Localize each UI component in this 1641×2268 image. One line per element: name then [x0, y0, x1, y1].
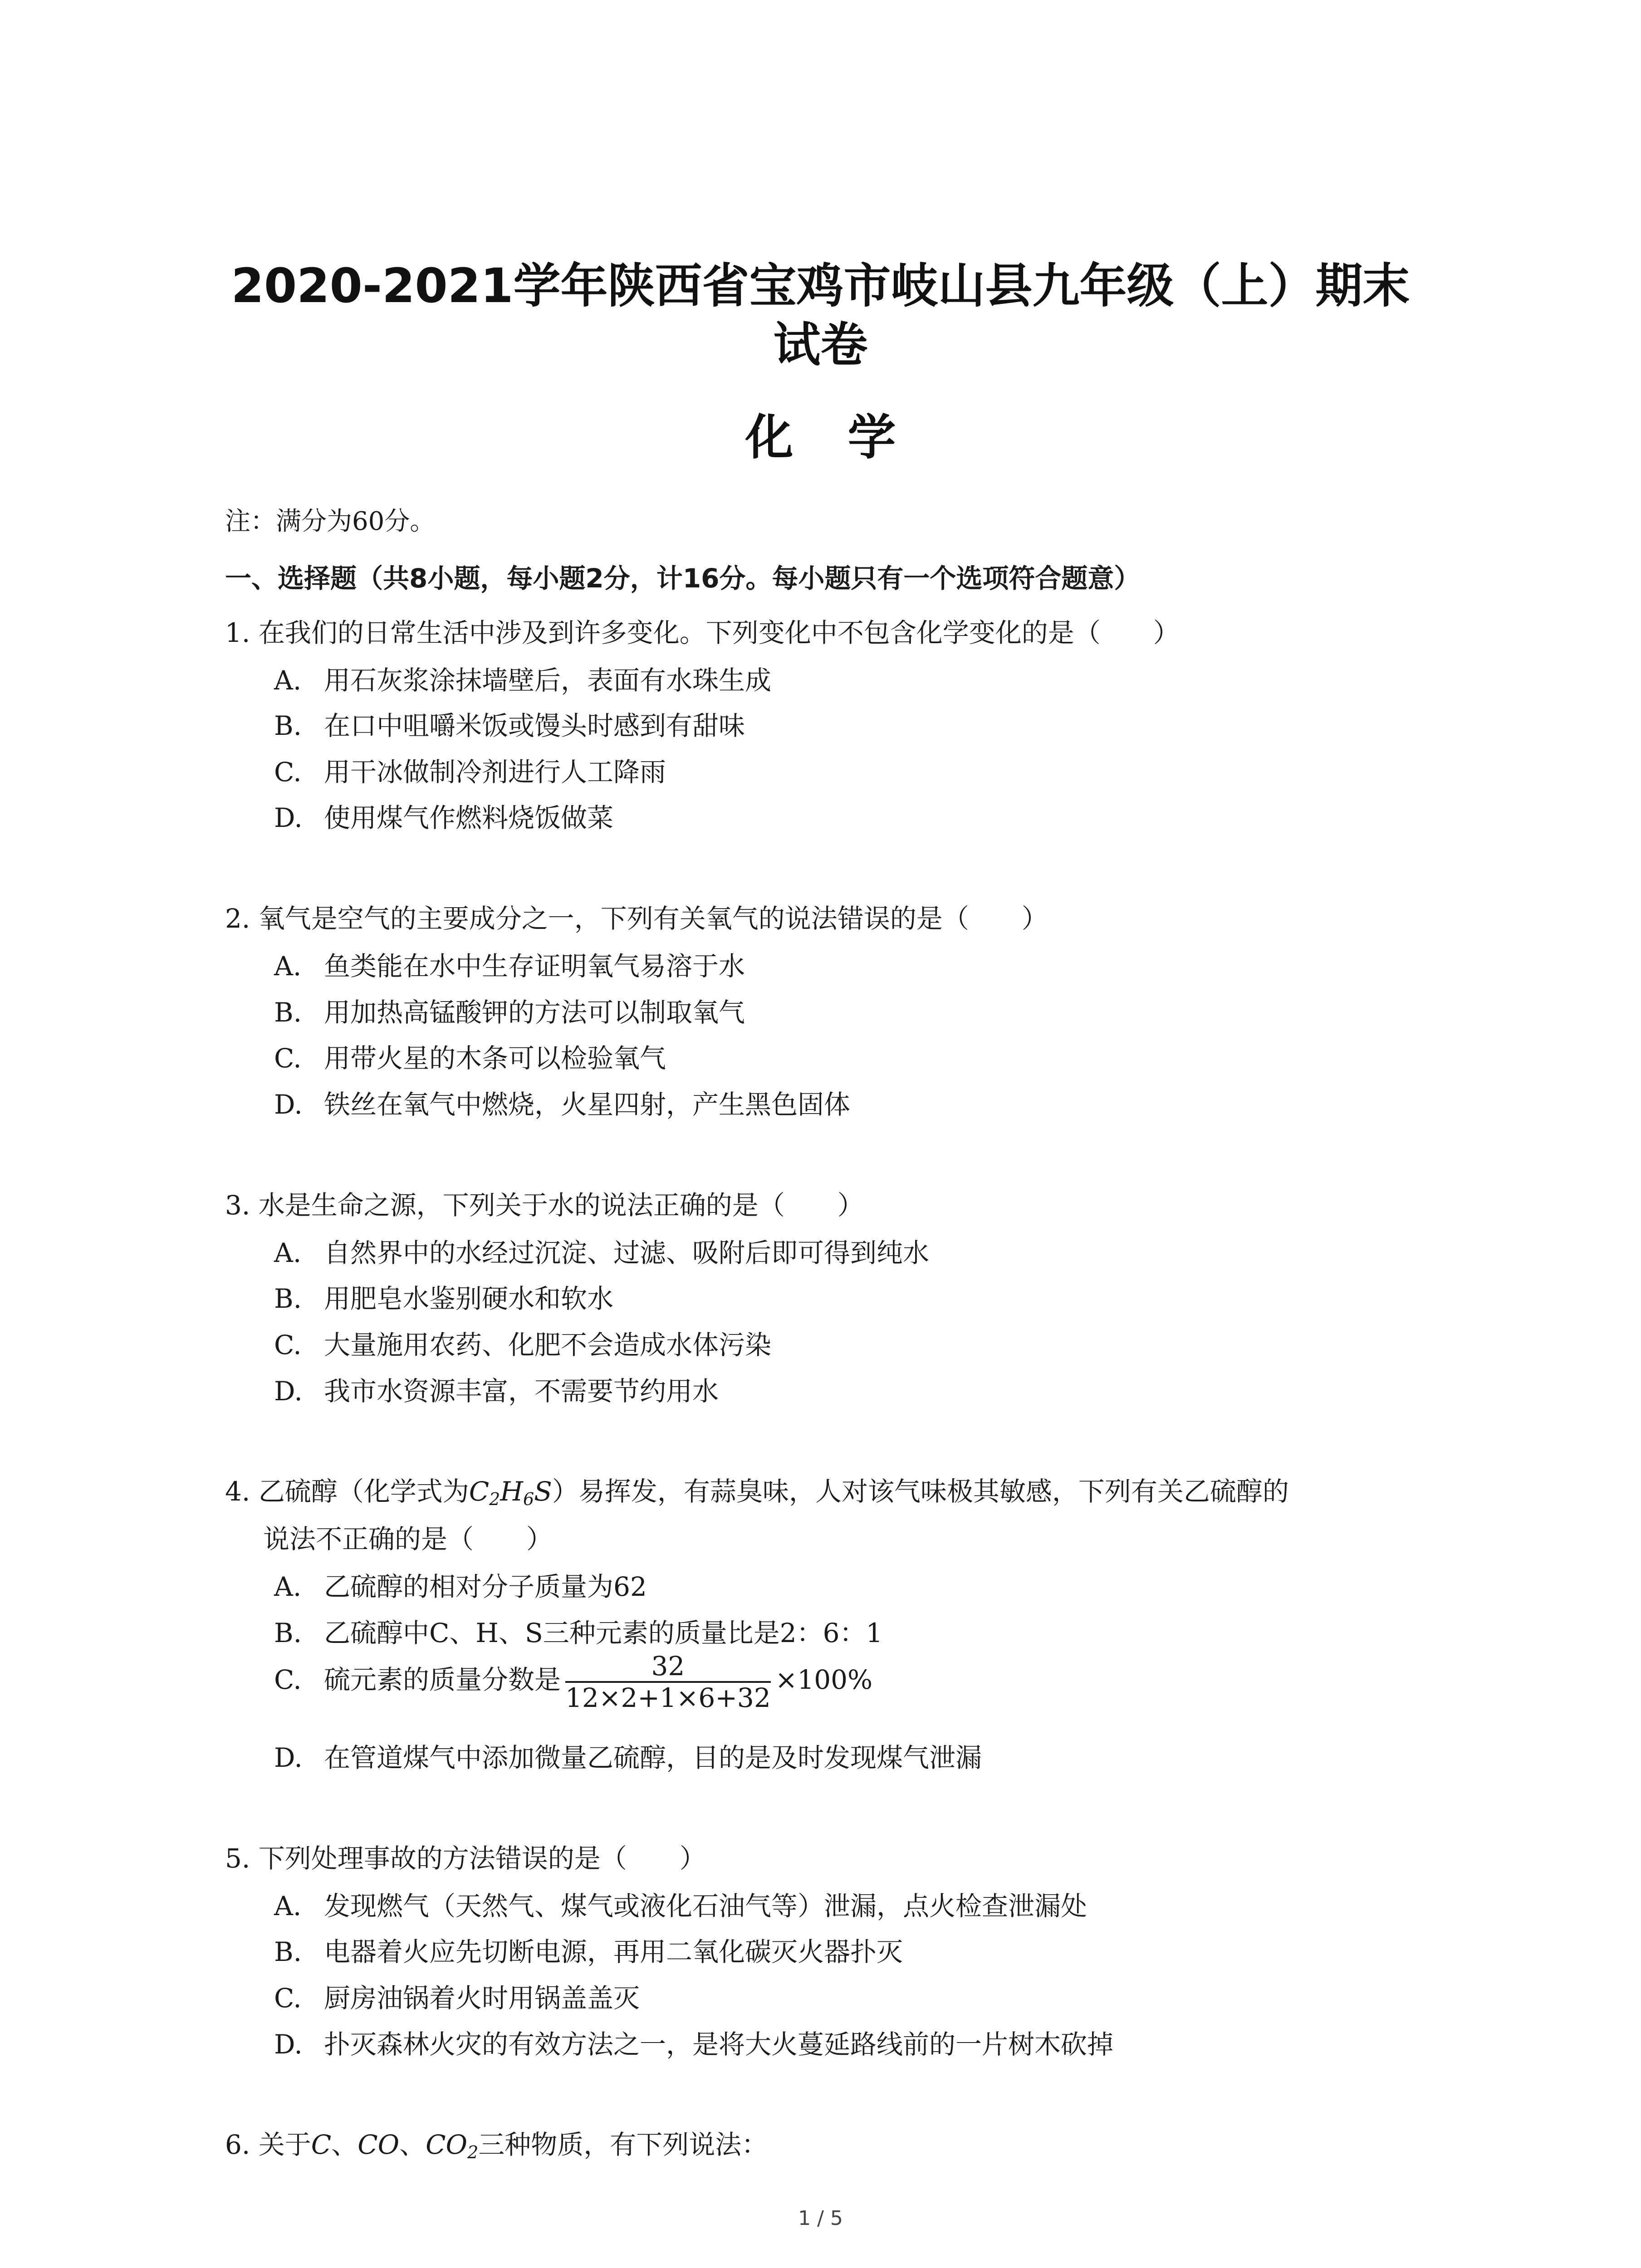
- exam-title-line2: 试卷: [773, 317, 868, 372]
- option-text: 在口中咀嚼米饭或馒头时感到有甜味: [324, 710, 745, 741]
- option-text: 用干冰做制冷剂进行人工降雨: [324, 757, 666, 787]
- subscript: 2: [467, 2142, 479, 2162]
- option-label: D.: [274, 1376, 303, 1407]
- question-5-stem: 5. 下列处理事故的方法错误的是（ ）: [225, 1843, 706, 1874]
- option-text: 扑灭森林火灾的有效方法之一，是将大火蔓延路线前的一片树木砍掉: [324, 2029, 1114, 2060]
- stem-text: ）易挥发，有蒜臭味，人对该气味极其敏感，下列有关乙硫醇的: [552, 1476, 1289, 1507]
- option-label: C.: [274, 1330, 302, 1360]
- subject-title: 化学: [745, 410, 950, 465]
- question-3-stem: 3. 水是生命之源，下列关于水的说法正确的是（ ）: [225, 1190, 864, 1221]
- option-text: 在管道煤气中添加微量乙硫醇，目的是及时发现煤气泄漏: [324, 1742, 982, 1773]
- question-4-option-b: [274, 1615, 882, 1651]
- question-3-option-b: [274, 1281, 613, 1317]
- option-text-suffix: ×100%: [775, 1664, 873, 1696]
- fraction-numerator: 32: [565, 1651, 771, 1683]
- formula-co: CO: [358, 2129, 400, 2160]
- question-1-option-a: [274, 662, 771, 699]
- option-text: 我市水资源丰富，不需要节约用水: [324, 1376, 719, 1407]
- question-6-stem: [225, 2126, 768, 2170]
- formula-c: C: [311, 2129, 332, 2160]
- question-3-option-c: [274, 1327, 771, 1363]
- formula-co2: [426, 2129, 478, 2160]
- question-2-option-b: [274, 994, 745, 1031]
- option-text: 厨房油锅着火时用锅盖盖灭: [324, 1983, 640, 2014]
- stem-text: 4. 乙硫醇（化学式为: [225, 1476, 469, 1507]
- question-4-stem: [225, 1473, 1289, 1517]
- fraction-denominator: 12×2+1×6+32: [565, 1682, 771, 1713]
- question-4-option-a: [274, 1569, 647, 1605]
- element-s: S: [534, 1476, 552, 1507]
- question-3-option-a: [274, 1235, 929, 1271]
- option-text: 大量施用农药、化肥不会造成水体污染: [324, 1330, 772, 1360]
- question-4-stem-line2: 说法不正确的是（ ）: [263, 1524, 553, 1554]
- option-text: 用肥皂水鉴别硬水和软水: [324, 1283, 614, 1314]
- option-label: A.: [274, 1891, 302, 1921]
- option-text: 硫元素的质量分数是: [324, 1664, 561, 1696]
- separator: 、: [331, 2129, 358, 2160]
- stem-text: 三种物质，有下列说法：: [478, 2129, 768, 2160]
- question-1-option-c: [274, 754, 666, 790]
- option-label: A.: [274, 951, 302, 982]
- question-5-option-b: [274, 1934, 903, 1970]
- option-label: B.: [274, 997, 302, 1028]
- option-text: 乙硫醇中C、H、S三种元素的质量比是2：6：1: [324, 1618, 883, 1648]
- subscript: 6: [523, 1489, 534, 1509]
- question-2-option-a: [274, 948, 745, 984]
- question-5-option-c: [274, 1980, 640, 2016]
- exam-title-line1: 2020-2021学年陕西省宝鸡市岐山县九年级（上）期末: [231, 258, 1410, 313]
- option-text: 电器着火应先切断电源，再用二氧化碳灭火器扑灭: [324, 1936, 903, 1967]
- subscript: 2: [489, 1489, 500, 1509]
- element-c: C: [469, 1476, 490, 1507]
- chemical-formula: [469, 1476, 552, 1507]
- option-label: A.: [274, 665, 302, 696]
- question-2-option-c: [274, 1040, 666, 1076]
- option-text: 用加热高锰酸钾的方法可以制取氧气: [324, 997, 745, 1028]
- question-5-option-a: [274, 1888, 1087, 1924]
- option-label: D.: [274, 1742, 303, 1773]
- question-2-stem: 2. 氧气是空气的主要成分之一，下列有关氧气的说法错误的是（ ）: [225, 903, 1048, 934]
- page-number: 1 / 5: [798, 2207, 843, 2230]
- question-4-option-d: [274, 1740, 982, 1776]
- question-1-option-d: [274, 800, 613, 836]
- option-text: 使用煤气作燃料烧饭做菜: [324, 802, 614, 833]
- option-label: D.: [274, 2029, 303, 2060]
- option-text: 用带火星的木条可以检验氧气: [324, 1043, 666, 1074]
- option-label: D.: [274, 802, 303, 833]
- question-4-option-c: [274, 1651, 872, 1713]
- question-1-option-b: [274, 708, 745, 744]
- section-heading: 一、选择题（共8小题，每小题2分，计16分。每小题只有一个选项符合题意）: [225, 563, 1141, 594]
- option-text: 铁丝在氧气中燃烧，火星四射，产生黑色固体: [324, 1089, 851, 1120]
- option-label: C.: [274, 1043, 302, 1074]
- option-label: B.: [274, 1936, 302, 1967]
- option-label: D.: [274, 1089, 303, 1120]
- option-label: C.: [274, 757, 302, 787]
- score-note: 注：满分为60分。: [225, 507, 436, 536]
- option-text: 鱼类能在水中生存证明氧气易溶于水: [324, 951, 745, 982]
- option-label: B.: [274, 710, 302, 741]
- option-label: C.: [274, 1983, 302, 2014]
- mass-fraction: [565, 1651, 771, 1713]
- question-3-option-d: [274, 1373, 719, 1409]
- question-5-option-d: [274, 2026, 1113, 2063]
- option-text: 用石灰浆涂抹墙壁后，表面有水珠生成: [324, 665, 772, 696]
- formula-co2-base: CO: [426, 2129, 468, 2160]
- option-label: A.: [274, 1237, 302, 1268]
- option-text: 乙硫醇的相对分子质量为62: [324, 1571, 647, 1602]
- element-h: H: [500, 1476, 523, 1507]
- option-label: B.: [274, 1618, 302, 1648]
- stem-text: 6. 关于: [225, 2129, 311, 2160]
- option-label: B.: [274, 1283, 302, 1314]
- option-label: A.: [274, 1571, 302, 1602]
- option-text: 发现燃气（天然气、煤气或液化石油气等）泄漏，点火检查泄漏处: [324, 1891, 1087, 1921]
- question-2-option-d: [274, 1086, 850, 1123]
- option-label: C.: [274, 1664, 302, 1696]
- separator: 、: [399, 2129, 426, 2160]
- option-text: 自然界中的水经过沉淀、过滤、吸附后即可得到纯水: [324, 1237, 930, 1268]
- question-1-stem: 1. 在我们的日常生活中涉及到许多变化。下列变化中不包含化学变化的是（ ）: [225, 617, 1180, 648]
